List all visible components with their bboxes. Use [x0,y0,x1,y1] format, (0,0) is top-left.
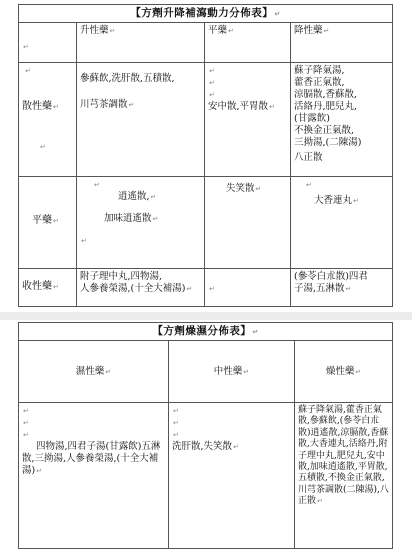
return-mark-icon: ↵ [53,217,59,225]
return-mark-icon: ↵ [274,10,281,18]
return-mark-icon: ↵ [25,67,31,75]
formula-line: 蘇子降氣湯, [294,65,345,76]
cell-neutral-neutral [205,177,291,269]
return-mark-icon: ↵ [53,103,59,111]
table1-title: 【方劑升降補瀉動力分佈表】↵ [19,5,393,23]
cell-neutral-rise [77,177,205,269]
return-mark-icon: ↵ [186,285,193,293]
formula-text: 洗肝散,失笑散↵ [172,441,239,452]
return-mark-icon: ↵ [23,419,29,427]
dry-wet-distribution-table [18,322,393,549]
return-mark-icon: ↵ [81,237,87,245]
return-mark-icon: ↵ [255,185,262,193]
table2-title: 【方劑燥濕分佈表】↵ [19,323,393,341]
return-mark-icon: ↵ [228,27,234,35]
formula-line: 八正散 [294,152,323,163]
cell-astringing-fall [291,269,393,307]
formula-line: 人參養榮湯,(十全大補湯)↵ [80,283,193,294]
cell-dispersing-fall [291,63,393,177]
return-mark-icon: ↵ [345,285,352,293]
formula-line: (參苓白朮散)四君 [294,271,368,282]
cell-dispersing-rise [77,63,205,177]
row-label-neutral: 平藥↵ [19,177,77,269]
return-mark-icon: ↵ [173,419,179,427]
return-mark-icon: ↵ [152,215,159,223]
return-mark-icon: ↵ [23,43,29,51]
formula-line: 不換金正氣散, [294,125,355,136]
return-mark-icon: ↵ [173,407,179,415]
return-mark-icon: ↵ [209,91,215,99]
formula-line: 活絡丹,肥兒丸, [294,101,358,112]
cell-neutral-fall [291,177,393,269]
formula-text: 四物湯,四君子湯(甘露飲)五淋散,三拗湯,人參養榮湯,(十全大補湯)↵ [22,441,161,476]
formula-line: 參蘇飲,洗肝散,五積散, [80,73,175,84]
cell-wet [19,403,169,549]
formula-line: 安中散,平胃散↵ [208,101,275,112]
formula-line: (甘露飲) [294,113,330,124]
formula-line: 逍遙散,↵ [118,191,157,202]
row-label-astringing: 收性藥↵ [19,269,77,307]
header-rise: 升性藥↵ [77,23,205,63]
return-mark-icon: ↵ [209,67,215,75]
header-wet: 濕性藥↵ [19,341,169,403]
return-mark-icon: ↵ [233,443,239,451]
formula-line: 失笑散↵ [226,183,262,194]
formula-line: 藿香正氣散, [294,77,345,88]
header-dry: 燥性藥↵ [295,341,393,403]
return-mark-icon: ↵ [36,467,43,475]
return-mark-icon: ↵ [150,193,157,201]
return-mark-icon: ↵ [323,27,330,35]
return-mark-icon: ↵ [306,181,312,189]
return-mark-icon: ↵ [173,431,179,439]
formula-line: 加味逍遙散↵ [104,213,159,224]
return-mark-icon: ↵ [317,497,323,506]
return-mark-icon: ↵ [353,197,359,205]
formula-text: 蘇子降氣湯,藿香正氣散,參蘇飲,(參苓白朮散)逍遙散,涼膈散,香蘇散,大香連丸,活絡丹,附子理中丸,肥兒丸,安中散,加味逍遙散,平胃散,五積散,不換金正氣散,川芎茶調散(二陳湯),八正散↵ [298,405,389,507]
cell-astringing-rise [77,269,205,307]
header-neutral2: 中性藥↵ [169,341,295,403]
formula-line: 附子理中丸,四物湯, [80,271,163,282]
table1-corner-cell [19,23,77,63]
return-mark-icon: ↵ [128,101,135,109]
formula-line: 三拗湯,(二陳湯) [294,137,362,148]
return-mark-icon: ↵ [243,367,250,376]
row-label-dispersing: ↵ 散性藥↵ ↵ [19,63,77,177]
header-neutral: 平藥↵ [205,23,291,63]
return-mark-icon: ↵ [269,103,275,111]
return-mark-icon: ↵ [23,431,29,439]
header-fall: 降性藥↵ [291,23,393,63]
return-mark-icon: ↵ [40,143,46,151]
return-mark-icon: ↵ [23,407,29,415]
page-separator [0,312,412,320]
formula-line: 大香連丸↵ [314,195,359,206]
return-mark-icon: ↵ [355,367,362,376]
cell-neutral2 [169,403,295,549]
cell-dispersing-neutral [205,63,291,177]
formula-line: 子湯,五淋散↵ [294,283,352,294]
cell-astringing-neutral [205,269,291,307]
cell-dry [295,403,393,549]
return-mark-icon: ↵ [209,285,215,293]
return-mark-icon: ↵ [53,283,59,291]
lifting-descending-distribution-table [18,4,393,307]
return-mark-icon: ↵ [252,328,259,336]
formula-line: 川芎茶調散↵ [80,99,135,110]
return-mark-icon: ↵ [105,367,112,376]
return-mark-icon: ↵ [94,181,100,189]
return-mark-icon: ↵ [109,27,116,35]
formula-line: 涼膈散,香蘇散, [294,89,358,100]
return-mark-icon: ↵ [209,79,215,87]
